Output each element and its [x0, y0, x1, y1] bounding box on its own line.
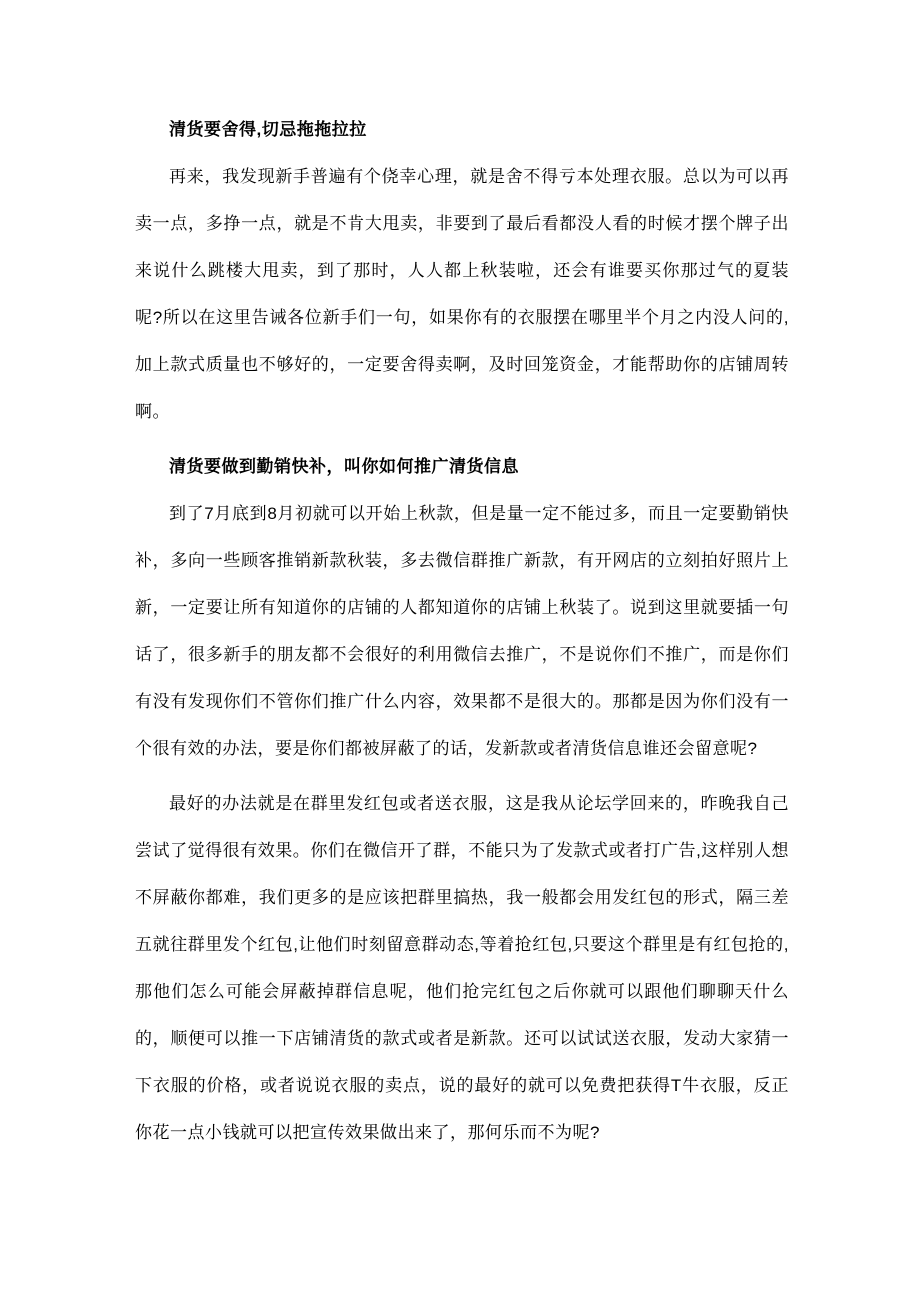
section-heading-promotion-method: 清货要做到勤销快补，叫你如何推广清货信息 — [169, 457, 519, 476]
section-heading-clearance-willingness: 清货要舍得,切忌拖拖拉拉 — [169, 120, 367, 139]
paragraph-red-packet-promotion: 最好的办法就是在群里发红包或者送衣服，这是我从论坛学回来的，昨晚我自己尝试了觉得很有效果。你们在微信开了群，不能只为了发款式或者打广告,这样别人想不屏蔽你都难，我们更多的是应该把群里搞热，我一般都会用发红包的形式，隔三差五就往群里发个红包,让他们时刻留意群动态,等着抢红包,只要这个群里是有红包抢的,那他们怎么可能会屏蔽掉群信息呢，他们抢完红包之后你就可以跟他们聊聊天什么的，顺便可以推一下店铺清货的款式或者是新款。还可以试试送衣服，发动大家猜一下衣服的价格，或者说说衣服的卖点，说的最好的就可以免费把获得T牛衣服，反正你花一点小钱就可以把宣传效果做出来了，那何乐而不为呢? — [135, 794, 789, 1142]
paragraph-autumn-restock: 到了7月底到8月初就可以开始上秋款，但是量一定不能过多，而且一定要勤销快补，多向一些顾客推销新款秋装，多去微信群推广新款，有开网店的立刻拍好照片上新，一定要让所有知道你的店铺的人都知道你的店铺上秋装了。说到这里就要插一句话了，很多新手的朋友都不会很好的利用微信去推广，不是说你们不推广，而是你们有没有发现你们不管你们推广什么内容，效果都不是很大的。那都是因为你们没有一个很有效的办法，要是你们都被屏蔽了的话，发新款或者清货信息谁还会留意呢? — [135, 504, 789, 758]
paragraph-clearance-willingness: 再来，我发现新手普遍有个侥幸心理，就是舍不得亏本处理衣服。总以为可以再卖一点，多挣一点，就是不肯大甩卖，非要到了最后看都没人看的时候才摆个牌子出来说什么跳楼大甩卖，到了那时，人人都上秋装啦，还会有谁要买你那过气的夏装呢?所以在这里告诫各位新手们一句，如果你有的衣服摆在哪里半个月之内没人问的,加上款式质量也不够好的，一定要舍得卖啊，及时回笼资金，才能帮助你的店铺周转啊。 — [135, 167, 789, 421]
